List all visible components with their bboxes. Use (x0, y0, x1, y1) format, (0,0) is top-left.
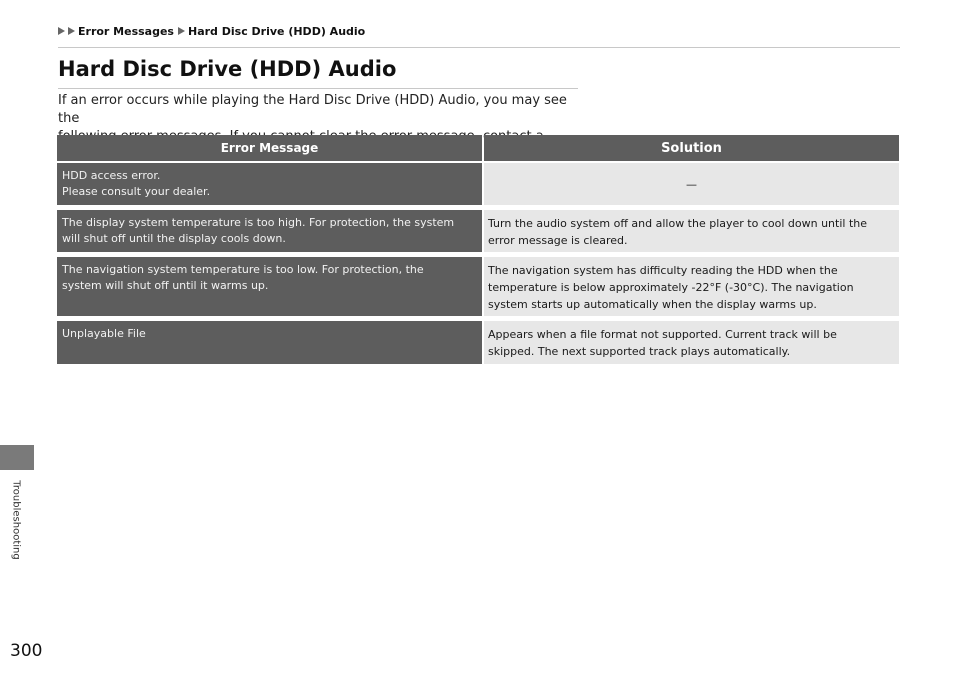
breadcrumb-arrow-icon (58, 27, 65, 35)
cell-line: Appears when a file format not supported. Current track will be (488, 328, 837, 341)
cell-line: system starts up automatically when the display warms up. (488, 298, 817, 311)
error-message-cell (57, 321, 482, 364)
breadcrumb (58, 23, 369, 39)
cell-line: will shut off until the display cools down. (62, 232, 286, 245)
cell-line: The navigation system has difficulty reading the HDD when the (488, 264, 838, 277)
breadcrumb-arrow-icon (178, 27, 185, 35)
solution-cell (484, 321, 899, 364)
section-label: Troubleshooting (10, 480, 22, 560)
solution-cell (484, 210, 899, 252)
cell-line: system will shut off until it warms up. (62, 279, 269, 292)
error-message-cell (57, 163, 482, 205)
header-error-message: Error Message (57, 135, 482, 161)
cell-line: skipped. The next supported track plays automatically. (488, 345, 791, 358)
page-title: Hard Disc Drive (HDD) Audio (58, 57, 397, 81)
section-tab (0, 445, 34, 470)
cell-line: — (686, 178, 697, 191)
breadcrumb-item-error-messages[interactable]: Error Messages (78, 24, 174, 38)
solution-cell (484, 163, 899, 205)
header-solution: Solution (484, 135, 899, 161)
breadcrumb-arrow-icon (68, 27, 75, 35)
cell-line: temperature is below approximately -22°F (-30°C). The navigation (488, 281, 854, 294)
header-divider (58, 47, 900, 48)
cell-line: The navigation system temperature is too low. For protection, the (62, 263, 424, 276)
error-message-cell (57, 257, 482, 316)
page-number: 300 (10, 641, 43, 661)
error-message-cell (57, 210, 482, 252)
cell-line: Unplayable File (62, 327, 146, 340)
cell-line: error message is cleared. (488, 234, 628, 247)
intro-line: If an error occurs while playing the Hard Disc Drive (HDD) Audio, you may see the (58, 93, 567, 126)
cell-line: HDD access error. (62, 169, 161, 182)
table-row (57, 210, 899, 252)
cell-line: Turn the audio system off and allow the player to cool down until the (488, 217, 868, 230)
table-row (57, 163, 899, 205)
table-row (57, 257, 899, 316)
title-underline (58, 88, 578, 89)
table-row (57, 321, 899, 364)
cell-line: The display system temperature is too high. For protection, the system (62, 216, 455, 229)
table-header (57, 135, 899, 161)
cell-line: Please consult your dealer. (62, 185, 211, 198)
solution-cell (484, 257, 899, 316)
breadcrumb-item-hdd-audio: Hard Disc Drive (HDD) Audio (187, 24, 366, 38)
error-message-table (57, 135, 899, 369)
